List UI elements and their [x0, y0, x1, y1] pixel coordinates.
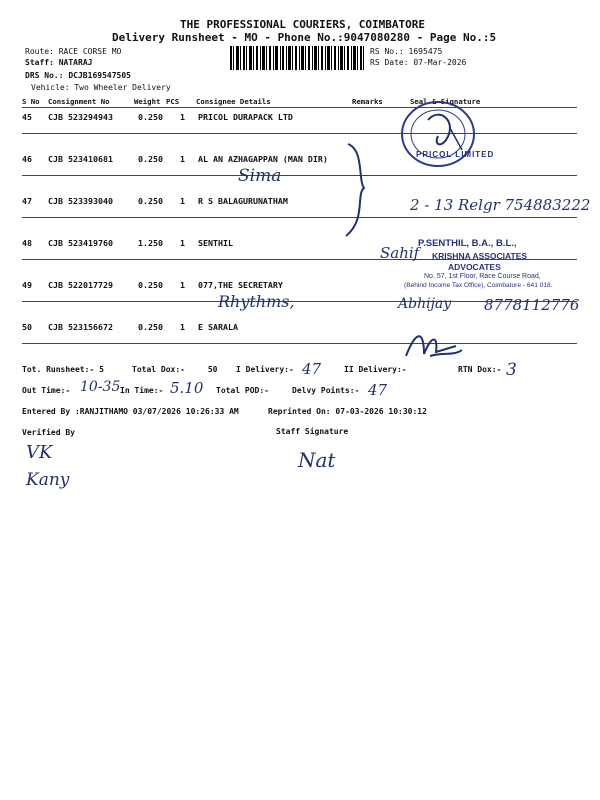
in-time-label: In Time:-: [120, 386, 164, 395]
total-dox-value: 50: [207, 365, 218, 374]
vehicle-value: Two Wheeler Delivery: [74, 83, 171, 92]
rs-date-value: 07-Mar-2026: [413, 58, 467, 67]
row-weight: 0.250: [138, 154, 163, 164]
row-consignee: SENTHIL: [198, 238, 233, 248]
runsheet-subtitle: Delivery Runsheet - MO - Phone No.:9047080280 - Page No.:5: [112, 31, 497, 44]
row-rule: [22, 343, 577, 344]
drs-value: DCJB169547505: [68, 71, 131, 80]
rs-no-line: [370, 47, 442, 56]
advocate-name: P.SENTHIL, B.A., B.L.,: [418, 238, 517, 249]
total-dox-label: Total Dox:-: [132, 365, 185, 374]
handwritten-note-row47: 2 - 13 Relgr 754883222: [410, 196, 591, 214]
entered-by: Entered By :RANJITHAMO 03/07/2026 10:26:33 AM: [22, 407, 239, 416]
col-remarks: Remarks: [352, 97, 383, 106]
staff-value: NATARAJ: [58, 58, 93, 67]
advocate-firm: KRISHNA ASSOCIATES: [432, 251, 528, 261]
col-consignment: Consignment No: [48, 97, 110, 106]
row-consignee: R S BALAGURUNATHAM: [198, 196, 288, 206]
reprinted-on: Reprinted On: 07-03-2026 10:30:12: [268, 407, 427, 416]
row-consignee: 077,THE SECRETARY: [198, 280, 283, 290]
rtn-dox-hand: 3: [506, 360, 517, 380]
rs-no-value: 1695475: [408, 47, 443, 56]
pricol-seal-text: PRICOL LIMITED: [416, 150, 495, 159]
col-seal: Seal & Signature: [410, 97, 481, 106]
row-sno: 46: [22, 154, 32, 164]
verified-by-hand: VK: [26, 442, 53, 463]
row-consignee: PRICOL DURAPACK LTD: [198, 112, 293, 122]
row-pcs: 1: [180, 154, 185, 164]
company-title: THE PROFESSIONAL COURIERS, COIMBATORE: [180, 18, 426, 31]
totals-line-1: [22, 365, 104, 374]
staff-signature-label: Staff Signature: [276, 427, 349, 436]
row-weight: 1.250: [138, 238, 163, 248]
rs-no-label: RS No.:: [370, 47, 404, 56]
handwritten-note-row46: Sima: [238, 166, 282, 186]
row-consignment: CJB 523294943: [48, 112, 113, 122]
ii-delivery: [344, 365, 407, 374]
row-pcs: 1: [180, 238, 185, 248]
row-consignment: CJB 523393040: [48, 196, 113, 206]
rtn-dox-label: RTN Dox:-: [458, 365, 502, 374]
handwritten-sign-row49: Abhijay: [398, 296, 452, 312]
route-line: [25, 47, 121, 56]
row-sno: 45: [22, 112, 32, 122]
vehicle-label: Vehicle:: [31, 83, 70, 92]
row-weight: 0.250: [138, 280, 163, 290]
bracket-mark: [342, 140, 372, 240]
i-delivery-label: I Delivery:-: [236, 365, 294, 374]
handwritten-phone-row49: 8778112776: [484, 296, 580, 314]
row-weight: 0.250: [138, 112, 163, 122]
row-consignment: CJB 523156672: [48, 322, 113, 332]
delvy-points: [292, 386, 359, 395]
total-pod: [216, 386, 269, 395]
out-time: [22, 386, 70, 395]
row-sno: 49: [22, 280, 32, 290]
table-row: [0, 154, 600, 166]
staff-signature-hand: Nat: [298, 448, 336, 472]
row-weight: 0.250: [138, 196, 163, 206]
advocate-addr1: No. 57, 1st Floor, Race Course Road,: [424, 273, 541, 280]
drs-line: [25, 71, 131, 80]
rtn-dox: [458, 365, 501, 374]
tot-runsheet-value: 5: [99, 365, 104, 374]
i-delivery-hand: 47: [302, 360, 322, 378]
row-pcs: 1: [180, 112, 185, 122]
pricol-seal-stamp: [398, 97, 481, 170]
handwritten-sign-row48: Sahif: [380, 244, 420, 262]
in-time-hand: 5.10: [170, 379, 204, 397]
table-row: [0, 322, 600, 334]
tot-runsheet-label: Tot. Runsheet:-: [22, 365, 95, 374]
row-sno: 50: [22, 322, 32, 332]
row-consignment: CJB 523410681: [48, 154, 113, 164]
col-pcs: PCS: [166, 97, 180, 106]
row-pcs: 1: [180, 322, 185, 332]
advocate-addr2: (Behind Income Tax Office), Coimbatore - 641 018.: [404, 282, 553, 289]
table-row: [0, 112, 600, 124]
signature-row50: [402, 326, 466, 362]
vehicle-line: [31, 83, 171, 92]
row-consignment: CJB 522017729: [48, 280, 113, 290]
rs-date-line: [370, 58, 466, 67]
total-pod-label: Total POD:-: [216, 386, 269, 395]
col-consignee: Consignee Details: [196, 97, 271, 106]
drs-label: DRS No.:: [25, 71, 64, 80]
rs-date-label: RS Date:: [370, 58, 409, 67]
out-time-hand: 10-35: [80, 379, 121, 395]
row-weight: 0.250: [138, 322, 163, 332]
row-rule: [22, 175, 577, 176]
col-sno: S No: [22, 97, 40, 106]
col-weight: Weight: [134, 97, 161, 106]
verified-by-label: Verified By: [22, 428, 75, 437]
row-consignee: AL AN AZHAGAPPAN (MAN DIR): [198, 154, 328, 164]
total-dox: [132, 365, 217, 374]
staff-label: Staff:: [25, 58, 54, 67]
ii-delivery-label: II Delivery:-: [344, 365, 407, 374]
out-time-label: Out Time:-: [22, 386, 71, 395]
row-rule: [22, 133, 577, 134]
staff-line: [25, 58, 92, 67]
row-sno: 48: [22, 238, 32, 248]
route-label: Route:: [25, 47, 54, 56]
row-rule: [22, 217, 577, 218]
handwritten-note-row49: Rhythms,: [218, 292, 295, 311]
verified-by-hand-2: Kany: [26, 470, 70, 490]
header-rule: [22, 107, 577, 108]
i-delivery: [236, 365, 294, 374]
advocate-title: ADVOCATES: [448, 262, 501, 272]
delvy-points-label: Delvy Points:-: [292, 386, 360, 395]
barcode: [230, 46, 364, 70]
row-pcs: 1: [180, 196, 185, 206]
row-sno: 47: [22, 196, 32, 206]
row-pcs: 1: [180, 280, 185, 290]
in-time: [120, 386, 163, 395]
route-value: RACE CORSE MO: [58, 47, 122, 56]
row-consignment: CJB 523419760: [48, 238, 113, 248]
row-consignee: E SARALA: [198, 322, 238, 332]
delvy-points-hand: 47: [368, 381, 388, 399]
